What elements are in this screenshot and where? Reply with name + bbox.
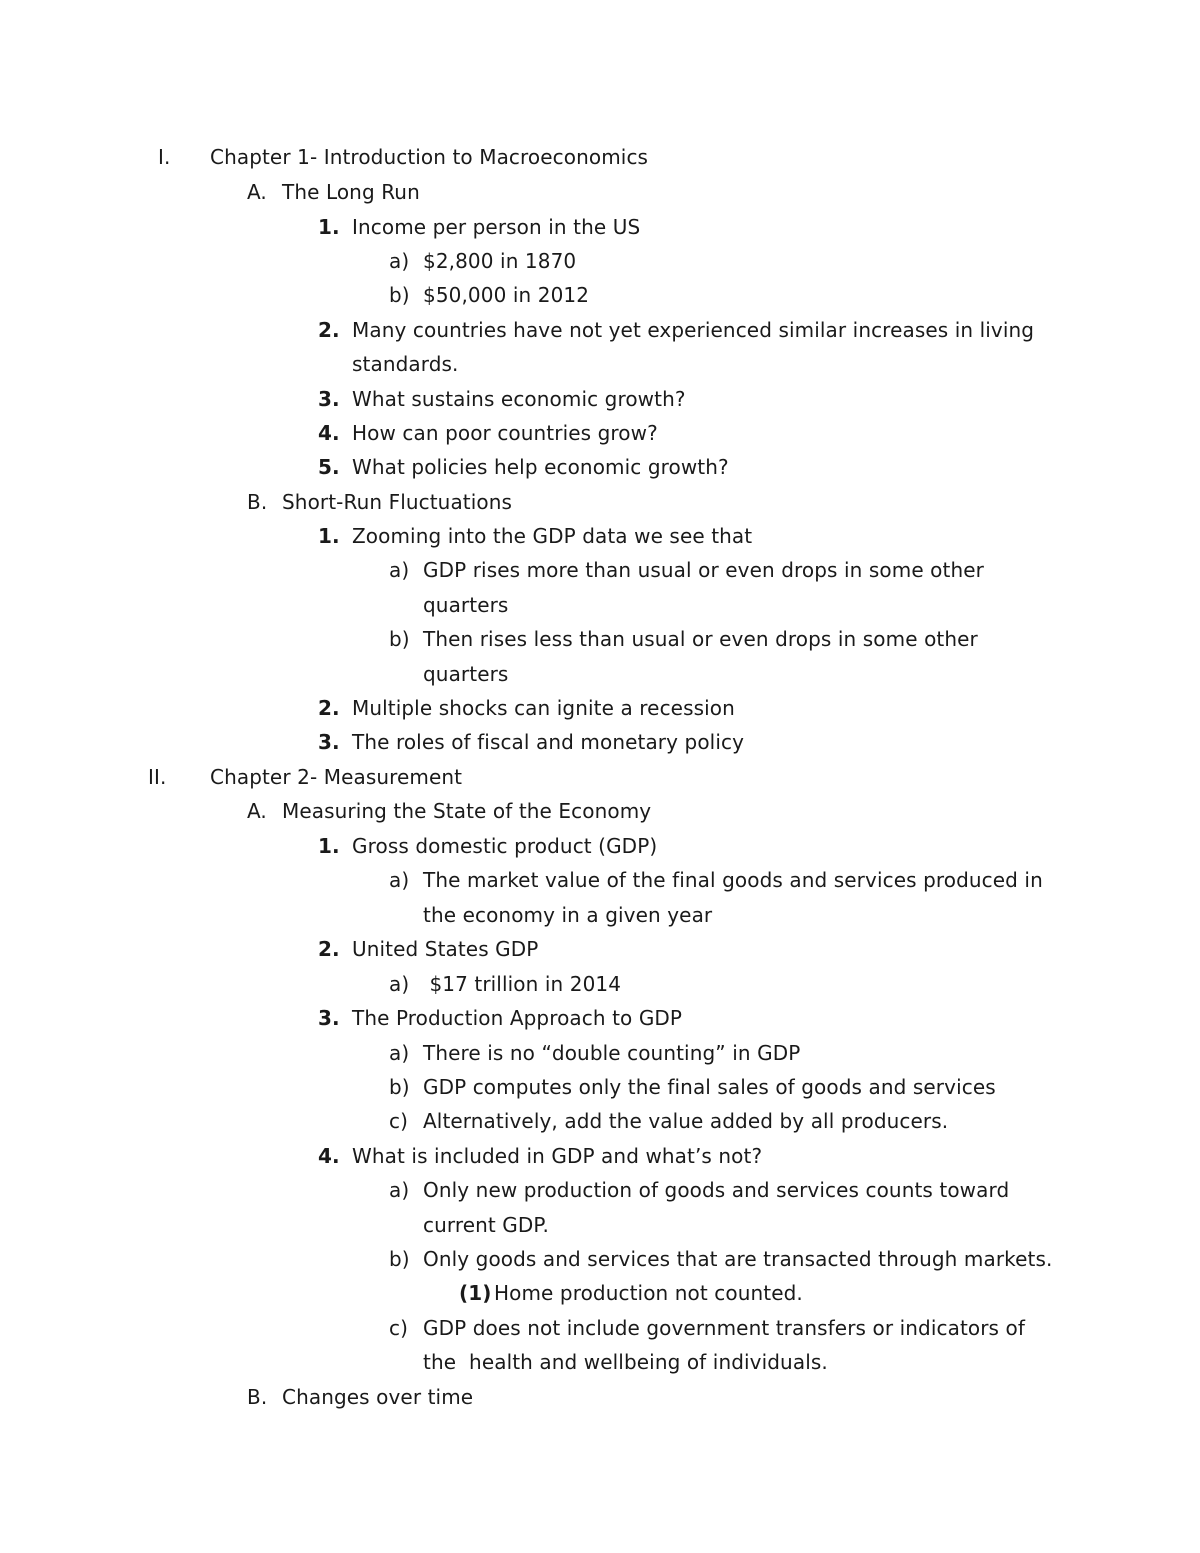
outline-marker: 2. [318,318,340,342]
outline-text: The Production Approach to GDP [352,1006,683,1030]
outline-marker: 2. [318,696,340,720]
outline-text: current GDP. [423,1213,549,1237]
outline-text: What sustains economic growth? [352,387,686,411]
outline-marker: A. [247,799,267,823]
outline-text: United States GDP [352,937,539,961]
outline-text: Changes over time [282,1385,474,1409]
outline-marker: II. [148,765,167,789]
outline-marker: 3. [318,387,340,411]
outline-text: Income per person in the US [352,215,641,239]
outline-text: the economy in a given year [423,903,713,927]
outline-text: The roles of fiscal and monetary policy [352,730,745,754]
outline-marker: b) [389,627,410,651]
outline-text: There is no “double counting” in GDP [423,1041,801,1065]
outline-text: Only goods and services that are transacted through markets. [423,1247,1053,1271]
outline-text: GDP does not include government transfers or indicators of [423,1316,1026,1340]
outline-text: Only new production of goods and services counts toward [423,1178,1010,1202]
outline-text: Home production not counted. [494,1281,803,1305]
outline-text: Alternatively, add the value added by all producers. [423,1109,949,1133]
outline-text: Chapter 2- Measurement [210,765,463,789]
outline-text: Gross domestic product (GDP) [352,834,658,858]
outline-marker: 3. [318,1006,340,1030]
outline-text: Short-Run Fluctuations [282,490,513,514]
outline-text: How can poor countries grow? [352,421,658,445]
outline-text: GDP computes only the final sales of goods and services [423,1075,996,1099]
outline-marker: B. [247,1385,268,1409]
outline-marker: 2. [318,937,340,961]
outline-marker: b) [389,1075,410,1099]
outline-marker: 1. [318,215,340,239]
outline-marker: 1. [318,524,340,548]
outline-text: quarters [423,662,509,686]
outline-text: Measuring the State of the Economy [282,799,652,823]
outline-text: $17 trillion in 2014 [423,972,622,996]
outline-text: The Long Run [282,180,420,204]
outline-text: What is included in GDP and what’s not? [352,1144,763,1168]
outline-marker: B. [247,490,268,514]
outline-text: $50,000 in 2012 [423,283,590,307]
outline-marker: 4. [318,421,340,445]
outline-marker: b) [389,283,410,307]
outline-text: standards. [352,352,459,376]
outline-text: $2,800 in 1870 [423,249,577,273]
outline-marker: c) [389,1109,408,1133]
outline-marker: a) [389,972,410,996]
outline-marker: a) [389,868,410,892]
outline-marker: a) [389,1178,410,1202]
outline-text: Chapter 1- Introduction to Macroeconomics [210,145,649,169]
outline-text: What policies help economic growth? [352,455,729,479]
outline-text: The market value of the final goods and services produced in [423,868,1043,892]
outline-marker: I. [158,145,171,169]
outline-marker: 3. [318,730,340,754]
outline-marker: (1) [459,1281,492,1305]
outline-marker: 4. [318,1144,340,1168]
outline-text: quarters [423,593,509,617]
outline-text: the health and wellbeing of individuals. [423,1350,828,1374]
outline-marker: A. [247,180,267,204]
outline-marker: a) [389,249,410,273]
outline-marker: 1. [318,834,340,858]
outline-marker: a) [389,558,410,582]
outline-marker: 5. [318,455,340,479]
outline-text: Then rises less than usual or even drops in some other [423,627,978,651]
outline-text: Zooming into the GDP data we see that [352,524,753,548]
outline-text: Many countries have not yet experienced similar increases in living [352,318,1035,342]
outline-marker: b) [389,1247,410,1271]
outline-marker: a) [389,1041,410,1065]
outline-marker: c) [389,1316,408,1340]
outline-text: GDP rises more than usual or even drops in some other [423,558,984,582]
outline-text: Multiple shocks can ignite a recession [352,696,735,720]
